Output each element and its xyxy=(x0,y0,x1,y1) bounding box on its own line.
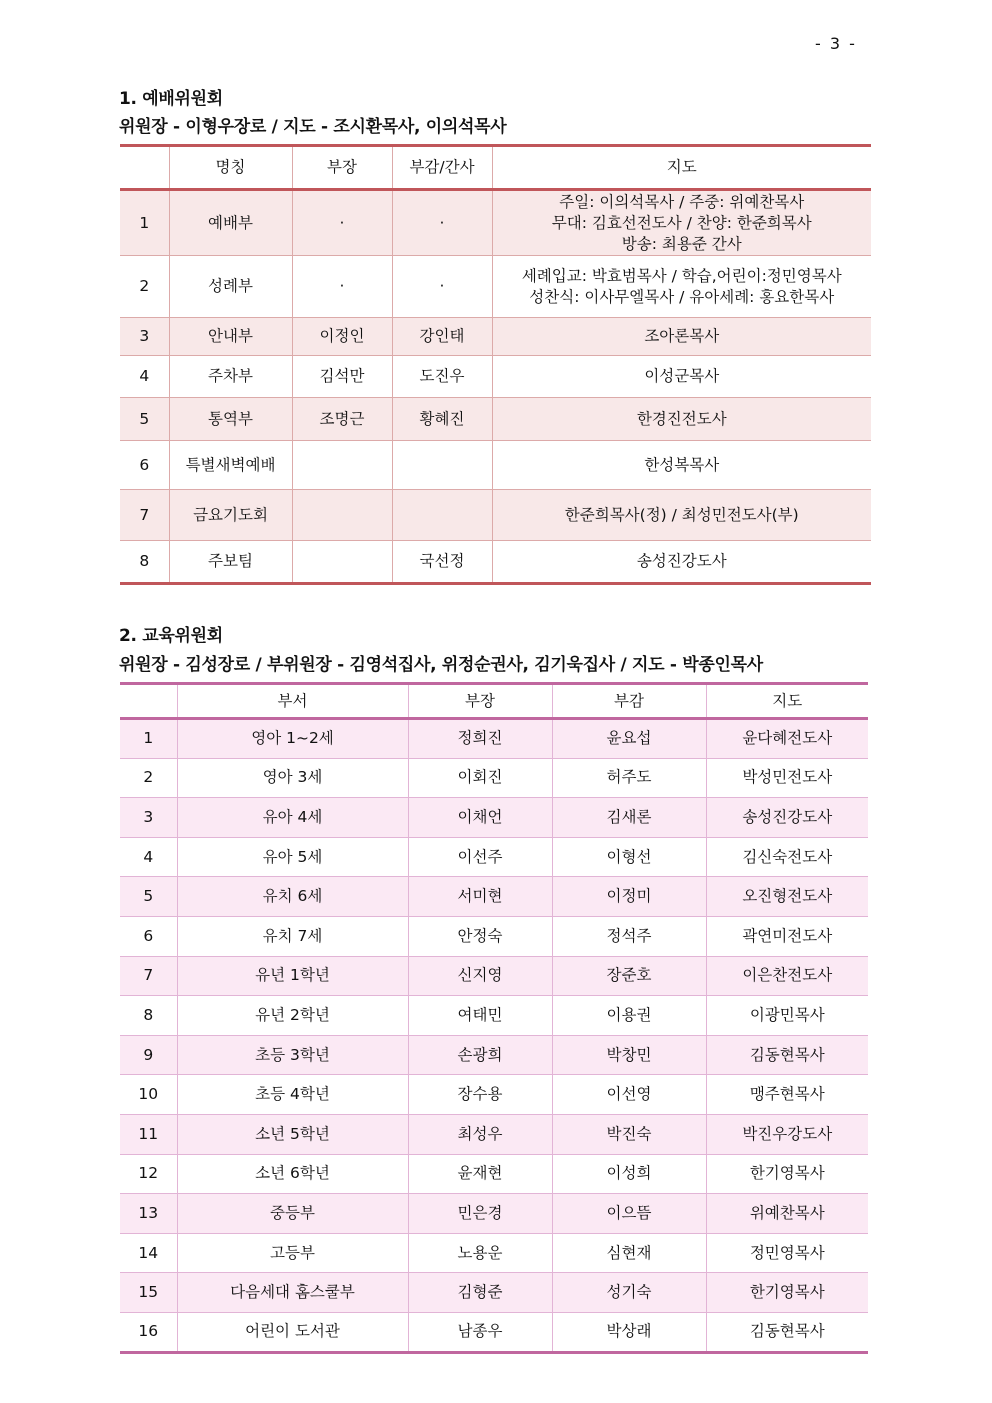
guide-line: 무대: 김효선전도사 / 찬양: 한준희목사 xyxy=(551,213,812,232)
row-number: 9 xyxy=(120,1035,177,1075)
table-row xyxy=(120,956,868,996)
table-row xyxy=(120,837,868,877)
row-dept: 유치 7세 xyxy=(177,916,408,956)
row-number: 10 xyxy=(120,1075,177,1115)
row-deputy: 윤요섭 xyxy=(552,719,706,759)
row-name: 주보팀 xyxy=(169,541,292,584)
header-no xyxy=(120,684,177,719)
row-dept: 영아 3세 xyxy=(177,758,408,798)
table-row xyxy=(120,441,871,490)
row-deputy: 이으뜸 xyxy=(552,1194,706,1234)
row-dept: 유치 6세 xyxy=(177,877,408,917)
row-head: 민은경 xyxy=(408,1194,552,1234)
table-row xyxy=(120,798,868,838)
header-deputy: 부감/간사 xyxy=(392,146,492,190)
table-row xyxy=(120,1154,868,1194)
row-head: 김형준 xyxy=(408,1273,552,1313)
row-number: 5 xyxy=(120,877,177,917)
row-guide: 한경진전도사 xyxy=(492,398,871,441)
row-deputy: 허주도 xyxy=(552,758,706,798)
row-deputy: · xyxy=(392,190,492,256)
header-deputy: 부감 xyxy=(552,684,706,719)
table-row xyxy=(120,916,868,956)
row-name: 안내부 xyxy=(169,318,292,356)
row-deputy: 정석주 xyxy=(552,916,706,956)
header-name: 명칭 xyxy=(169,146,292,190)
row-head: 여태민 xyxy=(408,996,552,1036)
row-head: 안정숙 xyxy=(408,916,552,956)
row-guide xyxy=(492,190,871,256)
table-header-row xyxy=(120,146,871,190)
row-head: 손광희 xyxy=(408,1035,552,1075)
row-guide: 오진형전도사 xyxy=(706,877,868,917)
table-row xyxy=(120,1233,868,1273)
row-number: 4 xyxy=(120,356,169,398)
row-head xyxy=(292,541,392,584)
row-guide: 맹주현목사 xyxy=(706,1075,868,1115)
row-deputy: 황혜진 xyxy=(392,398,492,441)
row-number: 13 xyxy=(120,1194,177,1234)
row-guide: 윤다혜전도사 xyxy=(706,719,868,759)
row-head: 신지영 xyxy=(408,956,552,996)
row-number: 3 xyxy=(120,798,177,838)
row-guide: 곽연미전도사 xyxy=(706,916,868,956)
row-deputy xyxy=(392,490,492,541)
row-deputy: 박창민 xyxy=(552,1035,706,1075)
row-deputy: 도진우 xyxy=(392,356,492,398)
row-name: 통역부 xyxy=(169,398,292,441)
row-number: 12 xyxy=(120,1154,177,1194)
table-row xyxy=(120,758,868,798)
row-head: 서미현 xyxy=(408,877,552,917)
row-guide: 한준희목사(정) / 최성민전도사(부) xyxy=(492,490,871,541)
row-head: 이선주 xyxy=(408,837,552,877)
table-row xyxy=(120,996,868,1036)
row-number: 2 xyxy=(120,758,177,798)
row-number: 8 xyxy=(120,996,177,1036)
row-guide: 박성민전도사 xyxy=(706,758,868,798)
row-deputy: 박진숙 xyxy=(552,1114,706,1154)
table-row xyxy=(120,1075,868,1115)
row-head: 최성우 xyxy=(408,1114,552,1154)
row-guide: 김신숙전도사 xyxy=(706,837,868,877)
row-number: 15 xyxy=(120,1273,177,1313)
row-head: · xyxy=(292,190,392,256)
table-row xyxy=(120,1035,868,1075)
row-head: 이채언 xyxy=(408,798,552,838)
table-row xyxy=(120,541,871,584)
guide-line: 성찬식: 이사무엘목사 / 유아세례: 홍요한목사 xyxy=(529,287,835,306)
row-guide: 한성복목사 xyxy=(492,441,871,490)
row-dept: 소년 6학년 xyxy=(177,1154,408,1194)
table-row xyxy=(120,1114,868,1154)
table-row xyxy=(120,256,871,318)
row-number: 6 xyxy=(120,916,177,956)
row-number: 7 xyxy=(120,490,169,541)
row-name: 성례부 xyxy=(169,256,292,318)
row-head: 이정인 xyxy=(292,318,392,356)
row-deputy: 이성희 xyxy=(552,1154,706,1194)
worship-committee-table xyxy=(120,144,871,585)
row-head: 노용운 xyxy=(408,1233,552,1273)
row-deputy: · xyxy=(392,256,492,318)
row-deputy: 김새론 xyxy=(552,798,706,838)
table-row xyxy=(120,877,868,917)
table-row xyxy=(120,318,871,356)
row-guide: 박진우강도사 xyxy=(706,1114,868,1154)
row-number: 11 xyxy=(120,1114,177,1154)
row-deputy: 성기숙 xyxy=(552,1273,706,1313)
table-row xyxy=(120,356,871,398)
table-row xyxy=(120,398,871,441)
row-head: 윤재현 xyxy=(408,1154,552,1194)
education-committee-table xyxy=(120,682,868,1354)
table-row xyxy=(120,719,868,759)
row-deputy: 박상래 xyxy=(552,1312,706,1352)
row-number: 16 xyxy=(120,1312,177,1352)
row-head xyxy=(292,490,392,541)
row-dept: 유년 2학년 xyxy=(177,996,408,1036)
row-dept: 고등부 xyxy=(177,1233,408,1273)
row-guide: 이은찬전도사 xyxy=(706,956,868,996)
row-head: 장수용 xyxy=(408,1075,552,1115)
row-number: 5 xyxy=(120,398,169,441)
row-deputy: 이선영 xyxy=(552,1075,706,1115)
row-deputy xyxy=(392,441,492,490)
table-row xyxy=(120,1194,868,1234)
row-name: 예배부 xyxy=(169,190,292,256)
row-head: 정희진 xyxy=(408,719,552,759)
row-number: 4 xyxy=(120,837,177,877)
row-deputy: 이용권 xyxy=(552,996,706,1036)
row-dept: 유아 5세 xyxy=(177,837,408,877)
row-head xyxy=(292,441,392,490)
row-deputy: 강인태 xyxy=(392,318,492,356)
row-head: 남종우 xyxy=(408,1312,552,1352)
row-head: 김석만 xyxy=(292,356,392,398)
row-dept: 초등 3학년 xyxy=(177,1035,408,1075)
section2-subtitle: 위원장 - 김성장로 / 부위원장 - 김영석집사, 위정순권사, 김기욱집사 / 지도 - 박종인목사 xyxy=(119,655,763,675)
header-guide: 지도 xyxy=(492,146,871,190)
row-number: 7 xyxy=(120,956,177,996)
row-dept: 유아 4세 xyxy=(177,798,408,838)
row-guide: 한기영목사 xyxy=(706,1273,868,1313)
section1-subtitle: 위원장 - 이형우장로 / 지도 - 조시환목사, 이의석목사 xyxy=(119,117,507,137)
page-number: - 3 - xyxy=(815,34,857,53)
row-deputy: 장준호 xyxy=(552,956,706,996)
row-deputy: 이정미 xyxy=(552,877,706,917)
row-number: 6 xyxy=(120,441,169,490)
table-row xyxy=(120,190,871,256)
row-number: 3 xyxy=(120,318,169,356)
row-guide: 김동현목사 xyxy=(706,1035,868,1075)
table-header-row xyxy=(120,684,868,719)
row-dept: 어린이 도서관 xyxy=(177,1312,408,1352)
row-guide: 송성진강도사 xyxy=(492,541,871,584)
row-dept: 영아 1~2세 xyxy=(177,719,408,759)
row-deputy: 국선정 xyxy=(392,541,492,584)
row-guide xyxy=(492,256,871,318)
row-name: 특별새벽예배 xyxy=(169,441,292,490)
row-head: 조명근 xyxy=(292,398,392,441)
header-head: 부장 xyxy=(292,146,392,190)
row-dept: 다음세대 홈스쿨부 xyxy=(177,1273,408,1313)
row-guide: 한기영목사 xyxy=(706,1154,868,1194)
row-head: 이회진 xyxy=(408,758,552,798)
header-no xyxy=(120,146,169,190)
header-dept: 부서 xyxy=(177,684,408,719)
row-guide: 위예찬목사 xyxy=(706,1194,868,1234)
guide-line: 주일: 이의석목사 / 주중: 위예찬목사 xyxy=(559,192,805,211)
row-head: · xyxy=(292,256,392,318)
row-number: 1 xyxy=(120,719,177,759)
header-head: 부장 xyxy=(408,684,552,719)
row-number: 14 xyxy=(120,1233,177,1273)
row-deputy: 심현재 xyxy=(552,1233,706,1273)
row-dept: 초등 4학년 xyxy=(177,1075,408,1115)
table-row xyxy=(120,490,871,541)
row-guide: 이광민목사 xyxy=(706,996,868,1036)
row-dept: 유년 1학년 xyxy=(177,956,408,996)
guide-line: 방송: 최용준 간사 xyxy=(621,234,742,253)
row-guide: 김동현목사 xyxy=(706,1312,868,1352)
table-row xyxy=(120,1273,868,1313)
row-guide: 정민영목사 xyxy=(706,1233,868,1273)
row-number: 8 xyxy=(120,541,169,584)
table-row xyxy=(120,1312,868,1352)
guide-line: 세례입교: 박효범목사 / 학습,어린이:정민영목사 xyxy=(521,266,842,285)
row-deputy: 이형선 xyxy=(552,837,706,877)
row-number: 1 xyxy=(120,190,169,256)
row-name: 주차부 xyxy=(169,356,292,398)
row-dept: 중등부 xyxy=(177,1194,408,1234)
row-name: 금요기도회 xyxy=(169,490,292,541)
row-guide: 조아론목사 xyxy=(492,318,871,356)
header-guide: 지도 xyxy=(706,684,868,719)
row-dept: 소년 5학년 xyxy=(177,1114,408,1154)
row-guide: 이성군목사 xyxy=(492,356,871,398)
row-number: 2 xyxy=(120,256,169,318)
row-guide: 송성진강도사 xyxy=(706,798,868,838)
section1-title: 1. 예배위원회 xyxy=(119,89,223,109)
section2-title: 2. 교육위원회 xyxy=(119,626,223,646)
